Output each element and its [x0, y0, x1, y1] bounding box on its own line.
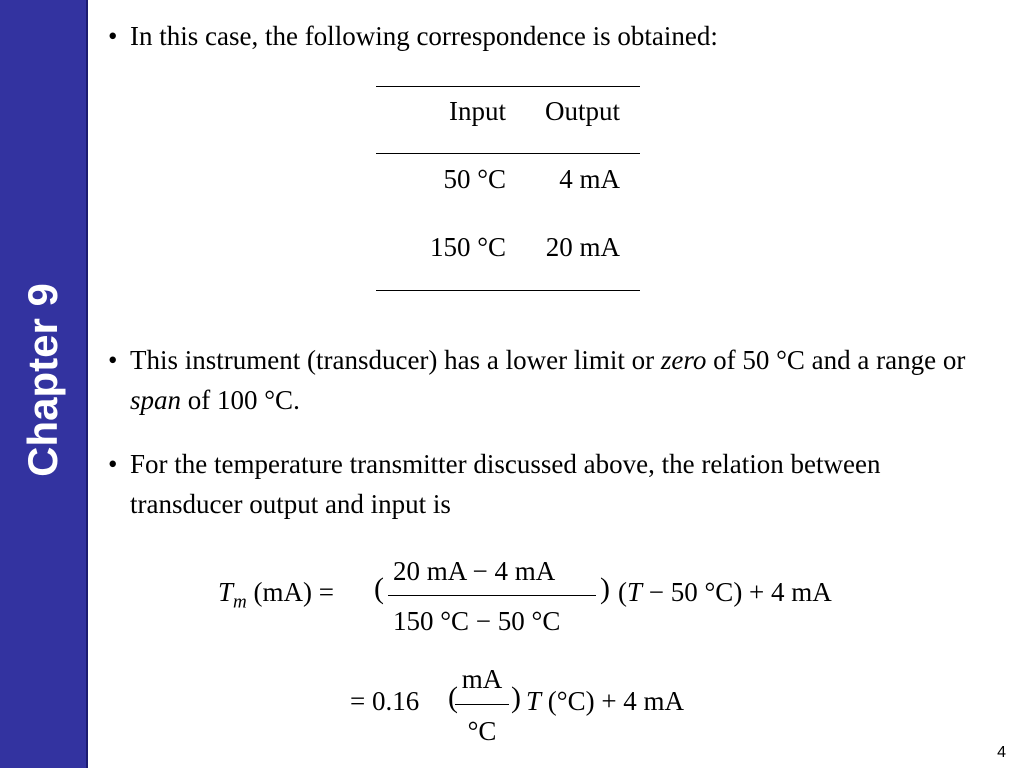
table-bottom-rule [376, 290, 640, 291]
eq1-denominator: 150 °C − 50 °C [393, 606, 561, 636]
eq2-numerator: mA [461, 664, 503, 694]
row-2-output: 20 mA [545, 232, 620, 262]
bullet-relation [108, 444, 998, 524]
eq2-left-paren: ( [448, 681, 458, 714]
zero-term: zero [660, 345, 707, 375]
chapter-label: Chapter 9 [19, 283, 66, 477]
eq2-right-paren: ) [511, 681, 521, 714]
row-1-output: 4 mA [559, 164, 620, 194]
table-header-rule [376, 153, 640, 154]
header-output: Output [544, 96, 620, 126]
bullet-dot: • [108, 345, 118, 375]
bullet-correspondence [108, 16, 998, 56]
span-term: span [130, 385, 182, 415]
eq2-denominator: °C [467, 716, 497, 746]
page-number: 4 [997, 744, 1006, 761]
row-1-input: 50 °C [443, 164, 506, 194]
eq1-fraction-bar [388, 595, 596, 596]
eq2-lead: = 0.16 [350, 686, 420, 716]
bullet-text: For the temperature transmitter discussed above, the relation between transducer output and input is [130, 449, 881, 519]
header-input: Input [449, 96, 506, 126]
bullet-dot: • [108, 449, 118, 479]
table-top-rule [376, 86, 640, 87]
row-2-input: 150 °C [429, 232, 506, 262]
bullet-text: This instrument (transducer) has a lower limit or zero of 50 °C and a range or span of 100 °C. [130, 345, 966, 415]
bullet-zero-span [108, 340, 998, 420]
eq1-numerator: 20 mA − 4 mA [393, 556, 556, 586]
chapter-sidebar [0, 0, 88, 768]
eq2-tail: T (°C) + 4 mA [526, 686, 685, 716]
eq1-tail: (T − 50 °C) + 4 mA [618, 577, 832, 607]
eq1-lhs: $T_m$ (mA) = [218, 577, 334, 613]
eq1-right-paren: ) [600, 572, 610, 605]
eq2-fraction-bar [455, 704, 509, 705]
bullet-text: In this case, the following correspondence is obtained: [130, 21, 718, 51]
bullet-dot: • [108, 21, 118, 51]
eq1-left-paren: ( [374, 572, 384, 605]
